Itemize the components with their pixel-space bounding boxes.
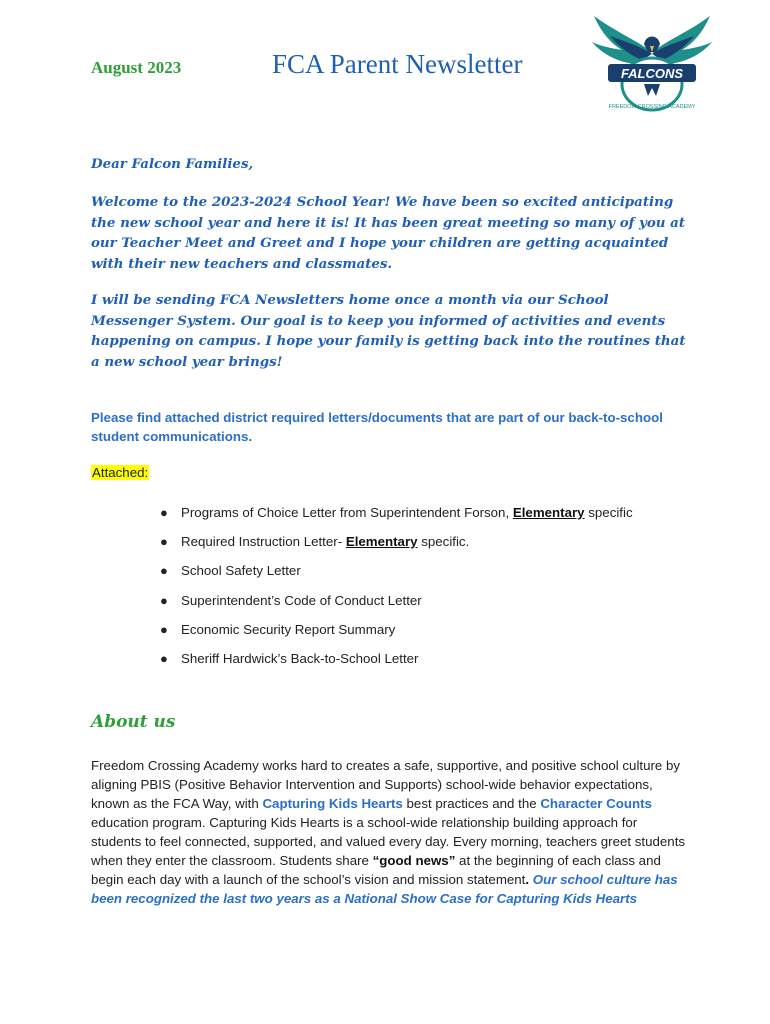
bullet-icon: ●	[160, 592, 168, 608]
good-news-highlight: “good news”	[372, 853, 456, 868]
attachment-list	[160, 503, 720, 678]
letter-paragraph-welcome: Welcome to the 2023-2024 School Year! We have been so excited anticipating the new school year and here it is! It has been great meeting so many of you at our Teacher Meet and Greet and I hope your children are getting acquainted with their new teachers and classmates.	[91, 194, 686, 272]
bullet-icon: ●	[160, 650, 168, 666]
recognition-statement: Our school culture has been recognized the last two years as a National Show Case for Capturing Kids Hearts	[91, 872, 678, 906]
attached-label: Attached:	[92, 465, 149, 480]
bullet-icon: ●	[160, 534, 168, 550]
list-item: ● Economic Security Report Summary	[160, 620, 720, 649]
list-item: ● Sheriff Hardwick’s Back-to-School Letter	[160, 649, 720, 678]
about-heading: About us	[91, 712, 176, 732]
bullet-icon: ●	[160, 621, 168, 637]
letter-paragraph-newsletters: I will be sending FCA Newsletters home once a month via our School Messenger System. Our goal is to keep you informed of activities and events happening on campus. I hope your family is getting back into the routines that a new school year brings!	[91, 292, 686, 370]
falcons-logo	[586, 12, 718, 122]
list-item: ● Required Instruction Letter- Elementary specific.	[160, 532, 720, 561]
character-counts-highlight: Character Counts	[540, 796, 652, 811]
attachments-note: Please find attached district required letters/documents that are part of our back-to-school student communications.	[91, 410, 663, 444]
logo-ring-text: FREEDOM CROSSING ACADEMY	[608, 104, 696, 110]
capturing-kids-hearts-highlight: Capturing Kids Hearts	[262, 796, 403, 811]
logo-text: FALCONS	[620, 66, 684, 81]
list-item: ● Programs of Choice Letter from Superintendent Forson, Elementary specific	[160, 503, 720, 532]
newsletter-title: FCA Parent Newsletter	[272, 49, 523, 79]
newsletter-date: August 2023	[91, 58, 182, 77]
list-item: ● School Safety Letter	[160, 561, 720, 590]
list-item: ● Superintendent’s Code of Conduct Letter	[160, 591, 720, 620]
about-paragraph: Freedom Crossing Academy works hard to creates a safe, supportive, and positive school culture by aligning PBIS (Positive Behavior Intervention and Supports) school-wide behavior expectations, known as the FCA Way, with Capturing Kids Hearts best practices and the Character Counts education program. Capturing Kids Hearts is a school-wide relationship building approach for students to feel connected, supported, and valued every day. Every morning, teachers greet students when they enter the classroom. Students share “good news” at the beginning of each class and begin each day with a launch of the school’s vision and mission statement. Our school culture has been recognized the last two years as a National Show Case for Capturing Kids Hearts	[91, 758, 686, 906]
bullet-icon: ●	[160, 505, 168, 520]
letter-greeting: Dear Falcon Families,	[91, 156, 254, 172]
bullet-icon: ●	[160, 563, 168, 579]
